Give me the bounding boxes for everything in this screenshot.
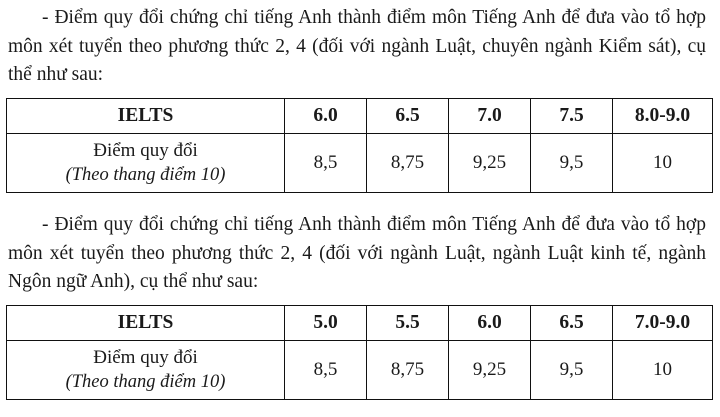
table-cell-value-5: 10 — [613, 133, 713, 192]
score-table-1 — [6, 98, 713, 193]
table-row-label-line1: Điểm quy đổi — [93, 347, 198, 368]
table-row — [7, 305, 713, 340]
table-header-band-2: 5.5 — [367, 305, 449, 340]
paragraph-1 — [0, 0, 720, 90]
table-cell-value-4: 9,5 — [531, 133, 613, 192]
table-header-band-4: 7.5 — [531, 98, 613, 133]
table-header-band-4: 6.5 — [531, 305, 613, 340]
section-spacer — [0, 193, 720, 202]
table-header-band-1: 6.0 — [285, 98, 367, 133]
table-row-label — [7, 133, 285, 192]
paragraph-2-text: - Điểm quy đổi chứng chỉ tiếng Anh thành điểm môn Tiếng Anh để đưa vào tổ hợp môn xét tuyển theo phương thức 2, 4 (đối với ngành Luật, ngành Luật kinh tế, ngành Ngôn ngữ Anh), cụ thể như sau: — [8, 213, 706, 293]
table-row — [7, 133, 713, 192]
table-header-band-5: 7.0-9.0 — [613, 305, 713, 340]
table-cell-value-5: 10 — [613, 340, 713, 399]
table-row-label-line1: Điểm quy đổi — [93, 140, 198, 162]
table-row-label-line2: (Theo thang điểm 10) — [65, 372, 226, 393]
table-header-band-3: 6.0 — [449, 305, 531, 340]
table-cell-value-4: 9,5 — [531, 340, 613, 399]
table-row-label — [7, 340, 285, 399]
table-header-band-5: 8.0-9.0 — [613, 98, 713, 133]
score-table-2 — [6, 305, 713, 400]
table-cell-value-3: 9,25 — [449, 340, 531, 399]
table-row — [7, 98, 713, 133]
table-header-ielts: IELTS — [7, 98, 285, 133]
table-header-band-3: 7.0 — [449, 98, 531, 133]
table-header-ielts: IELTS — [7, 305, 285, 340]
table-cell-value-2: 8,75 — [367, 133, 449, 192]
table-header-band-2: 6.5 — [367, 98, 449, 133]
paragraph-2 — [0, 202, 720, 297]
table-cell-value-2: 8,75 — [367, 340, 449, 399]
table-cell-value-1: 8,5 — [285, 340, 367, 399]
table-cell-value-1: 8,5 — [285, 133, 367, 192]
paragraph-1-text: - Điểm quy đổi chứng chỉ tiếng Anh thành điểm môn Tiếng Anh để đưa vào tổ hợp môn xét tuyển theo phương thức 2, 4 (đối với ngành Luật, chuyên ngành Kiểm sát), cụ thể như sau: — [8, 7, 706, 86]
table-row-label-line2: (Theo thang điểm 10) — [65, 165, 226, 186]
table-cell-value-3: 9,25 — [449, 133, 531, 192]
table-header-band-1: 5.0 — [285, 305, 367, 340]
table-row — [7, 340, 713, 399]
